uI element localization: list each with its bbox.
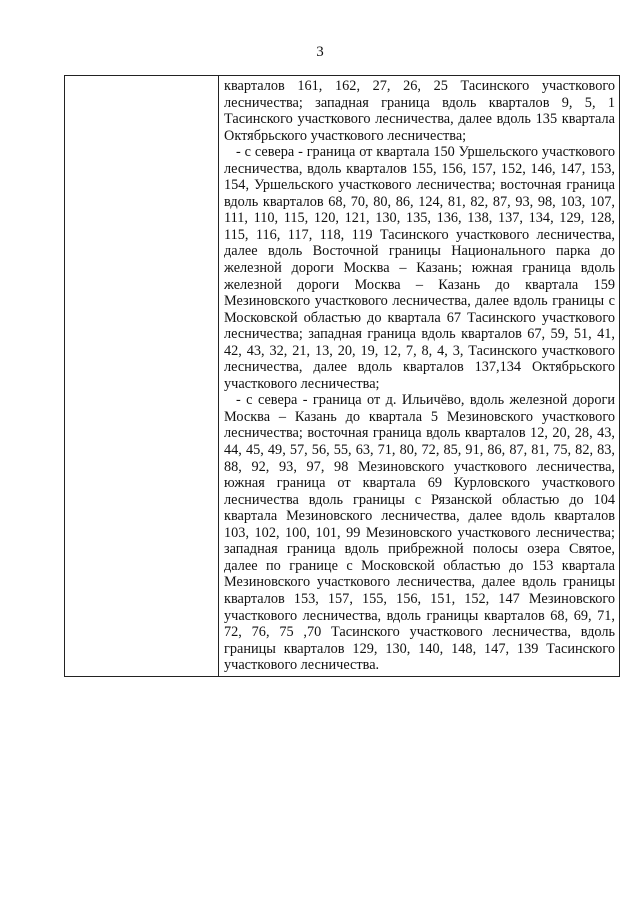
paragraph: кварталов 161, 162, 27, 26, 25 Тасинского участкового лесничества; западная граница вдоль кварталов 9, 5, 1 Тасинского участкового лесничества, далее вдоль 135 квартала Октябрьского участкового лесничества; xyxy=(224,78,615,144)
table-row xyxy=(65,76,620,677)
table-cell-right xyxy=(219,76,620,677)
boundary-table xyxy=(64,75,620,677)
paragraph: - с севера - граница от д. Ильичёво, вдоль железной дороги Москва – Казань до квартала 5 Мезиновского участкового лесничества; восточная граница вдоль кварталов 12, 20, 28, 43, 44, 45, 49, 57, 56, 55, 63, 71, 80, 72, 85, 91, 86, 87, 81, 75, 82, 83, 88, 92, 93, 97, 98 Мезиновского участкового лесничества, южная граница от квартала 69 Курловского участкового лесничества вдоль границы с Рязанской областью до 104 квартала Мезиновского лесничества, далее вдоль кварталов 103, 102, 100, 101, 99 Мезиновского участкового лесничества; западная граница вдоль прибрежной полосы озера Святое, далее по границе с Московской областью до 153 квартала Мезиновского участкового лесничества, далее вдоль границы кварталов 153, 157, 155, 156, 151, 152, 147 Мезиновского участкового лесничества, вдоль границы кварталов 68, 69, 71, 72, 76, 75 ,70 Тасинского участкового лесничества, вдоль границы кварталов 129, 130, 140, 148, 147, 139 Тасинского участкового лесничества. xyxy=(224,392,615,674)
paragraph: - с севера - граница от квартала 150 Уршельского участкового лесничества, вдоль кварталов 155, 156, 157, 152, 146, 147, 153, 154, Уршельского участкового лесничества; восточная граница вдоль кварталов 68, 70, 80, 86, 124, 81, 82, 87, 93, 98, 103, 107, 111, 110, 115, 120, 121, 130, 135, 136, 138, 137, 134, 129, 128, 115, 116, 117, 118, 119 Тасинского участкового лесничества, далее вдоль Восточной границы Национального парка до железной дороги Москва – Казань; южная граница вдоль железной дороги Москва – Казань до квартала 159 Мезиновского участкового лесничества, далее вдоль границы с Московской областью до квартала 67 Тасинского участкового лесничества; западная граница вдоль кварталов 67, 59, 51, 41, 42, 43, 32, 21, 13, 20, 19, 12, 7, 8, 4, 3, Тасинского участкового лесничества, далее вдоль кварталов 137,134 Октябрьского участкового лесничества; xyxy=(224,144,615,392)
table-cell-left xyxy=(65,76,219,677)
page-number: 3 xyxy=(316,44,324,60)
